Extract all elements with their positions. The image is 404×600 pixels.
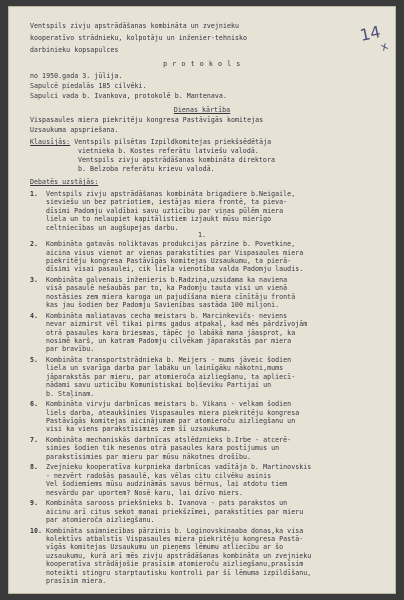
debate-text-line: sieviešu un bez patriotiem, iestājas miera frontē, ta pieva- [46,198,288,207]
debate-number: 9. [30,499,39,508]
debate-text-line: Zvejnieku kooperatīva kurpnieka darbnīcas vadītāja b. Martinovskis [46,463,312,472]
debate-text-line: Kombināta transportstrādnieka b. Meijers - mums jāveic šodien [46,356,292,364]
debate-text-line: nostāsies zem miera karoga un pajudīšana miera cīnītāju frontā [46,292,296,301]
debate-text-line: Ventspils zivju apstrādāšanas kombināta brigadiere b.Neigaile, [46,190,296,198]
debate-text-line: visi ka viens parakstīsimies zem šī uzsaukuma. [46,425,231,434]
debate-text-line: Kombināta mechaniskās darbnīcas atslēdznieks b.Irbe - atcerē- [46,436,292,444]
protocol-title: p r o t o k o l s [163,60,241,68]
handwritten-mark: 14 [358,22,383,45]
debate-text-line: simies šodien tik nesenos otrā pasaules kara postījumus un [46,444,280,453]
debate-number: 7. [30,436,39,444]
chair-line: Sapulci vada b. Ivankova, protokolē b. Mantenava. [30,92,227,100]
debate-number: 5. [30,356,39,364]
debate-text-line: dīsimi Padomju valdībai savu uzticību par viņas pūlēm miera [46,206,284,215]
debate-text-line: liels darba, ateaukšinies Vispasaules miera piekritēju kongresa [46,408,300,417]
header-line-2: kooperatīvo strādnieku, kolpotāju un inženier-tehnisko [30,34,248,42]
debate-text-line: dīsimi visai pasaulei, cik liela vienotība valda Padomju laudis. [46,265,304,274]
debate-number: 6. [30,400,39,409]
debate-text-line: kooperatīva strādājošie prasīsim atomieroču aizliegšanu,prasīsim [46,560,304,569]
debate-text-line: b. Staļinam. [46,389,95,398]
debate-text-line: jāparakstās par mieru, par atomieroča aizliegšanu, ta apliecī- [46,372,296,381]
meeting-date: no 1950.gada 3. jūlija. [30,72,123,80]
debate-text-line: prasīsim miera. [46,577,107,585]
listened-line-2: vietnieka b. Kostes referātu latviešu valodā. [78,147,259,155]
debate-text-line: Kombināta gatavās noliktavas produkcijas pārzine b. Povetkine, [46,240,296,249]
debate-text-line: parakstīsimies par mieru par mūsu nākotnes drošību. [46,452,252,461]
debate-text-line: nosimē karš, un katram Padomju cilvēkam jāparakstās par miera [46,337,292,345]
debate-title: Debatēs uzstājās: [30,178,99,186]
debate-text-line: par atomieroča aizliegšanu. [46,516,155,524]
debate-number: 3. [30,276,39,284]
debate-text-line: Vel šodiemiems mūsu audzināmās savus bērnus, lai atdotu tiem [46,480,288,489]
debate-text-line: vīgās komitejas Uzsaukumu un pieņems lēmumu atliecību ar šo [46,543,284,552]
debate-number: 1. [30,190,39,198]
debate-text-line: visā pasaulē nešaubās par to, ka Padomju tauta visi un vienā [46,284,288,293]
debate-text-line: nesvārdu par uportem? Nosē karu, lai dzīvo miers. [46,488,243,497]
debate-text-line: Pastāvīgās komitejas aicinājumam par atomieroču aizliegšanu un [46,417,296,425]
attendance: Sapulcē piedalās 185 cilvēki. [30,82,147,90]
agenda-title: Dienas kārtība [173,106,231,114]
page-number: 1. [198,231,206,240]
debate-number: 4. [30,311,39,320]
debate-number: 2. [30,240,39,249]
debate-text-line: noteikti stingru starptautisku kontroli par šī lēmuma izpildīšanu, [46,568,312,577]
listened-line-3: Ventspils zivju apstrādāšanas kombināta direktora [78,156,275,164]
debate-text-line: otrā pasaules kara briesmas, tāpēc jo labākā mana jāasprot, ka [46,328,296,337]
debate-text-line: - nezvērt radošās pasaulē, kas vēlas citu cilvēku asinis [46,471,272,480]
listened-label: Klausījās: [30,138,71,146]
debate-text-line: Kombināta maliatavas cecha meistars b. Marcinkevičs- neviens [46,311,288,320]
listened-line-4: b. Belzoba referātu krievu valodā. [78,165,215,173]
debate-text-line: aicina visus vienot ar vienas parakstīties par Vispasaules miera [46,248,304,257]
listened-line [30,138,271,146]
agenda-line-1: Vispasaules miera piekritēju kongresa Pastāvīgās komitejas [30,116,264,124]
debate-text-line: kas jau šodien bez Padomju Savienības sastāda 100 miljoni. [46,301,280,310]
debate-text-line: Kombināta saimniecības pārzinis b. Loginovskinaaba donas,ka visa [46,526,304,535]
debate-text-line: nevar aizmirst vēl tikai pirms gadus atpakaļ, kad mēs pārdzīvojām [46,320,308,329]
debate-text-line: liela un svarīga darba par labāku un lainīgāku nākotni,mums [46,364,284,373]
agenda-line-2: Uzsaukuma apspriešana. [30,126,119,134]
debate-text-line: Kombināta galvenais inženieris b.Radziņa,uzsidama ka naviena [46,276,288,284]
debate-text-line: celtniecības un augšupejas darbu. [46,223,179,232]
debate-number: 10. [30,526,43,535]
debate-text-line: Kombināta virvju darbnīcas meistars b. Vikans - velkam šodien [46,400,292,409]
debate-text-line: kolektīvs atbalstīs Vispasaules miera piekritēju kongresa Pastā- [46,535,304,543]
header-line-1: Ventspils zivju apstrādāšanas kombināta un zvejnieku [30,22,240,30]
document-page [8,6,396,594]
debate-text-line: Kombināta sarooss priekšnieks b. Ivanova - pats parakstos un [46,499,288,508]
debate-text-line: uzsaukumu, kurā arī mēs zivju apstrādāšanas kombināta un zvejnieku [46,551,312,560]
debate-number: 8. [30,463,39,472]
listened-text: Ventspils pilsētas Izpildkomitejas priekšsēdētāja [70,138,272,146]
debate-text-line: piekritēju kongresa Pastāvīgās komitejas Uzsaukumu, ta pierā- [46,257,292,265]
debate-text-line: aicinu arī citus sekot manai priekšzīmei, parakstīties par mieru [46,507,304,516]
debate-text-line: nādami savu uzticību Komunistiskai boļševiku Partijai un [46,381,272,390]
handwritten-mark-small: x [378,39,390,54]
debate-text-line: par bravību. [46,345,95,354]
debate-text-line: liela un to nelaupiet kapitālistiem izjaukt mūsu mierīgo [46,215,272,224]
header-line-3: darbinieku kopsapulces [30,46,119,54]
